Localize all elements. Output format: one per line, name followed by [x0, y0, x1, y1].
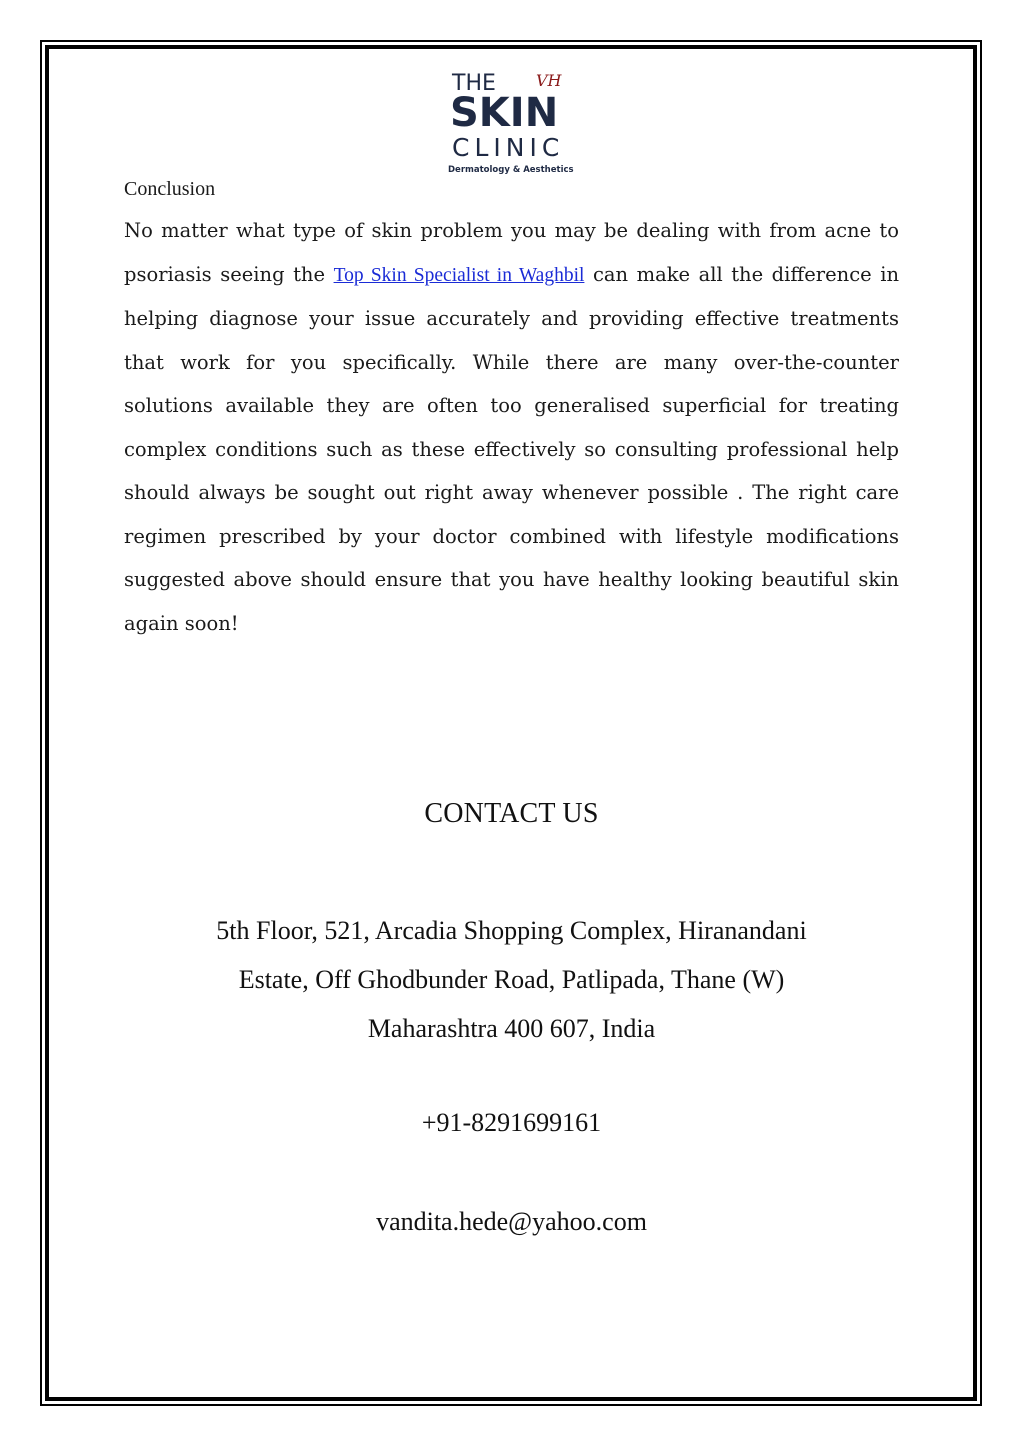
address-line: Estate, Off Ghodbunder Road, Patlipada, Thane (W)	[238, 965, 785, 994]
conclusion-heading: Conclusion	[124, 178, 216, 200]
contact-email: vandita.hede@yahoo.com	[376, 1207, 647, 1236]
contact-title: CONTACT US	[424, 798, 599, 829]
address-line: Maharashtra 400 607, India	[367, 1014, 656, 1043]
specialist-link[interactable]: Top Skin Specialist in Waghbil	[333, 264, 585, 286]
logo-clinic: CLINIC	[452, 133, 565, 162]
address-line: 5th Floor, 521, Arcadia Shopping Complex, Hiranandani	[216, 916, 807, 945]
logo-the: THE	[452, 71, 496, 96]
logo-tagline: Dermatology & Aesthetics	[448, 165, 574, 175]
conclusion-paragraph	[124, 209, 899, 645]
clinic-logo	[440, 64, 580, 176]
conclusion-text-before-link: No matter what type of skin problem you may be dealing with from acne to psoriasis seeing the	[124, 219, 899, 286]
contact-phone: +91-8291699161	[421, 1108, 602, 1137]
conclusion-text-after-link: can make all the difference in helping diagnose your issue accurately and providing effective treatments that work for you specifically. While there are many over-the-counter solutions available they are often too generalised superficial for treating complex conditions such as these effectively so consulting professional help should always be sought out right away whenever possible . The right care regimen prescribed by your doctor combined with lifestyle modifications suggested above should ensure that you have healthy looking beautiful skin again soon!	[124, 262, 899, 635]
contact-address	[0, 906, 1023, 1053]
conclusion-section	[124, 178, 899, 645]
logo-skin: SKIN	[450, 90, 559, 136]
logo-monogram: VH	[536, 71, 562, 90]
